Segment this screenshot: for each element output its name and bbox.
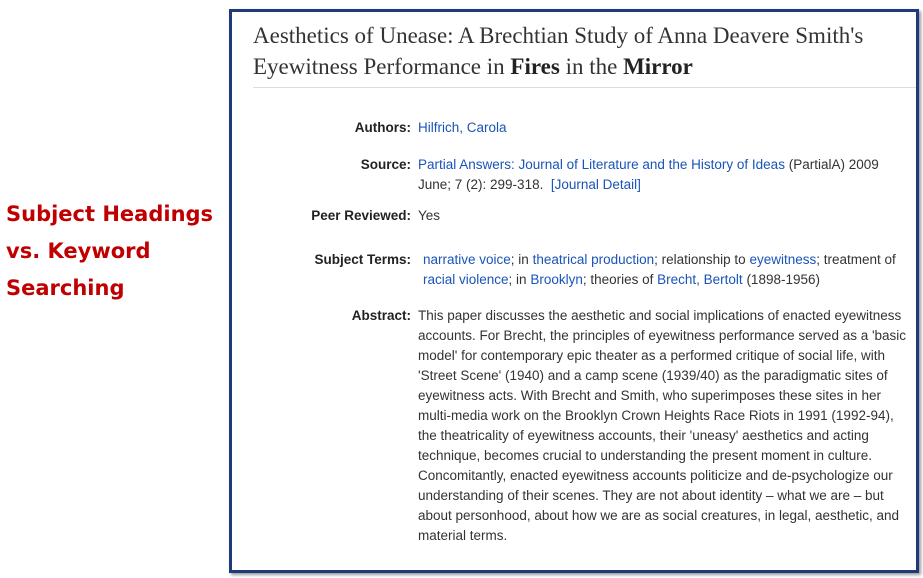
title-line-1: Aesthetics of Unease: A Brechtian Study of Anna Deavere Smith's [253, 23, 864, 48]
subject-sep: ; relationship to [654, 252, 750, 267]
subject-link[interactable]: eyewitness [749, 252, 817, 267]
abstract-line: accounts. For Brecht, the principles of eyewitness performance served as a 'basic [418, 328, 907, 343]
abstract-text [418, 306, 919, 546]
title-part: Eyewitness Performance in [253, 54, 511, 79]
title-divider [253, 87, 916, 88]
source-label: Source: [360, 157, 411, 172]
subject-link[interactable]: racial violence [423, 272, 509, 287]
abstract-line: technique, becomes crucial to understanding the present moment in culture. [418, 448, 873, 463]
subject-sep: (1898-1956) [742, 272, 820, 287]
title-line-2 [253, 51, 863, 82]
source-date: June; 7 (2): 299-318. [418, 177, 544, 192]
source-value [418, 155, 919, 195]
subject-terms-label: Subject Terms: [314, 252, 411, 267]
subject-link[interactable]: theatrical production [532, 252, 655, 267]
abstract-line: multi-media work on the Brooklyn Crown Heights Race Riots in 1991 (1992-94), [418, 408, 894, 423]
subject-link[interactable]: narrative voice [423, 252, 511, 267]
subject-link[interactable]: Brooklyn [530, 272, 583, 287]
title-bold-fires: Fires [510, 54, 560, 79]
abstract-line: model' for contemporary epic theater as a performed critique of social life, with [418, 348, 886, 363]
abstract-line: This paper discusses the aesthetic and social implications of enacted eyewitness [418, 308, 902, 323]
subject-sep: ; in [508, 272, 531, 287]
authors-value [418, 118, 919, 138]
abstract-line: eyewitness acts. With Brecht and Smith, who superimposes these sites in her [418, 388, 881, 403]
title-bold-mirror: Mirror [623, 54, 693, 79]
abstract-line: the theatricality of eyewitness accounts, their 'uneasy' aesthetics and acting [418, 428, 869, 443]
subject-sep: ; treatment of [816, 252, 896, 267]
abstract-line: material terms. [418, 528, 508, 543]
peer-reviewed-label: Peer Reviewed: [311, 208, 411, 223]
abstract-line: understanding of their scenes. They are not about identity – what we are – but [418, 488, 884, 503]
article-title [253, 20, 863, 82]
authors-label: Authors: [354, 120, 411, 135]
slide-title-line: Subject Headings [6, 202, 214, 226]
source-publication: (PartialA) 2009 [784, 157, 879, 172]
journal-link[interactable]: Partial Answers: Journal of Literature and the History of Ideas [418, 157, 785, 172]
record-panel [229, 9, 919, 573]
subject-terms-value [423, 250, 919, 290]
journal-detail-link[interactable]: [Journal Detail] [550, 177, 641, 192]
subject-link[interactable]: Brecht, Bertolt [657, 272, 743, 287]
author-link[interactable]: Hilfrich, Carola [418, 120, 507, 135]
abstract-label: Abstract: [351, 308, 411, 323]
title-part: in the [559, 54, 624, 79]
abstract-line: 'Street Scene' (1940) and a camp scene (1939/40) as the paradigmatic sites of [418, 368, 888, 383]
abstract-line: Concomitantly, enacted eyewitness accounts politicize and de-psychologize our [418, 468, 893, 483]
slide-title-line: Searching [6, 276, 125, 300]
slide-title [6, 196, 213, 307]
subject-sep: ; theories of [582, 272, 658, 287]
abstract-line: about personhood, about how we are as social creatures, in legal, aesthetic, and [418, 508, 900, 523]
subject-sep: ; in [510, 252, 533, 267]
peer-reviewed-value: Yes [418, 208, 441, 223]
slide-title-line: vs. Keyword [6, 239, 151, 263]
